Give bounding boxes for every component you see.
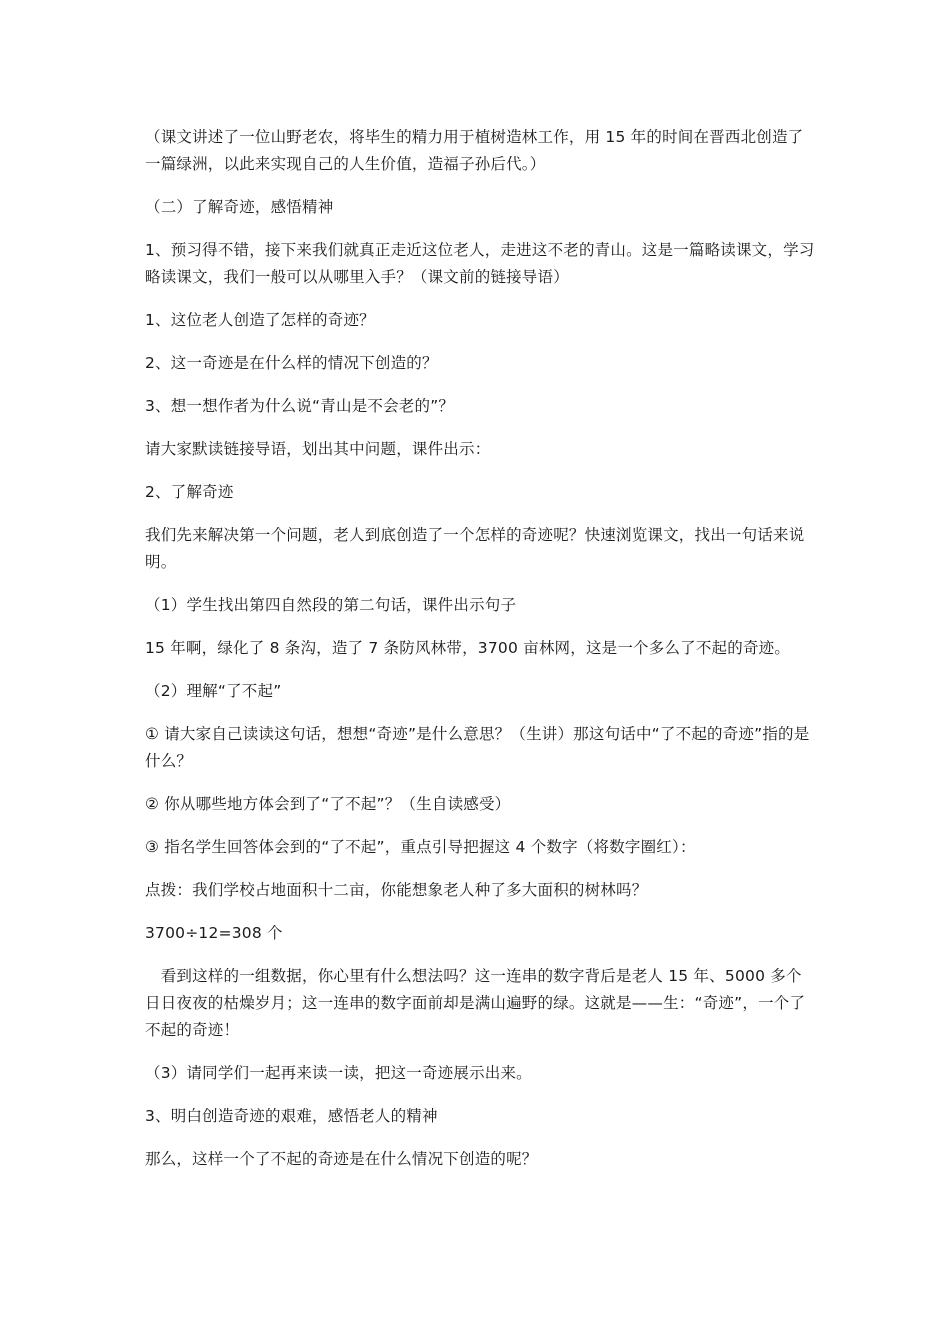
section-heading-miracle: （二）了解奇迹，感悟精神	[145, 198, 334, 216]
substep-3: （3）请同学们一起再来读一读，把这一奇迹展示出来。	[145, 1064, 532, 1082]
document-body	[145, 124, 815, 1189]
circled-item-2: ② 你从哪些地方体会到了“了不起”？（生自读感受）	[145, 795, 511, 813]
paragraph-lesson-summary: （课文讲述了一位山野老农，将毕生的精力用于植树造林工作，用 15 年的时间在晋西北创造了一篇绿洲，以此来实现自己的人生价值，造福子孙后代。）	[145, 128, 804, 173]
question-item-2: 2、这一奇迹是在什么样的情况下创造的？	[145, 354, 438, 372]
paragraph-calculation: 3700÷12=308 个	[145, 924, 283, 942]
step-heading-hardship: 3、明白创造奇迹的艰难，感悟老人的精神	[145, 1107, 438, 1125]
question-item-1: 1、这位老人创造了怎样的奇迹？	[145, 311, 375, 329]
paragraph-reflection: 看到这样的一组数据，你心里有什么想法吗？这一连串的数字背后是老人 15 年、5000 多个日日夜夜的枯燥岁月；这一连串的数字面前却是满山遍野的绿。这就是——生：“奇迹”，一个了不起的奇迹！	[145, 967, 806, 1039]
substep-2: （2）理解“了不起”	[145, 682, 282, 700]
step-heading-understand-miracle: 2、了解奇迹	[145, 483, 234, 501]
paragraph-closing-question: 那么，这样一个了不起的奇迹是在什么情况下创造的呢？	[145, 1150, 538, 1168]
substep-1: （1）学生找出第四自然段的第二句话，课件出示句子	[145, 596, 517, 614]
circled-item-3: ③ 指名学生回答体会到的“了不起”，重点引导把握这 4 个数字（将数字圈红）：	[145, 838, 696, 856]
question-item-3: 3、想一想作者为什么说“青山是不会老的”？	[145, 397, 455, 415]
paragraph-first-question: 我们先来解决第一个问题，老人到底创造了一个怎样的奇迹呢？快速浏览课文，找出一句话来说明。	[145, 526, 805, 571]
circled-item-1: ① 请大家自己读读这句话，想想“奇迹”是什么意思？（生讲）那这句话中“了不起的奇迹”指的是什么？	[145, 725, 810, 770]
paragraph-preview-intro: 1、预习得不错，接下来我们就真正走近这位老人，走进这不老的青山。这是一篇略读课文，学习略读课文，我们一般可以从哪里入手？（课文前的链接导语）	[145, 241, 815, 286]
paragraph-read-instruction: 请大家默读链接导语，划出其中问题，课件出示：	[145, 440, 491, 458]
paragraph-hint: 点拨：我们学校占地面积十二亩，你能想象老人种了多大面积的树林吗？	[145, 881, 648, 899]
paragraph-quote-sentence: 15 年啊，绿化了 8 条沟，造了 7 条防风林带，3700 亩林网，这是一个多么了不起的奇迹。	[145, 639, 791, 657]
